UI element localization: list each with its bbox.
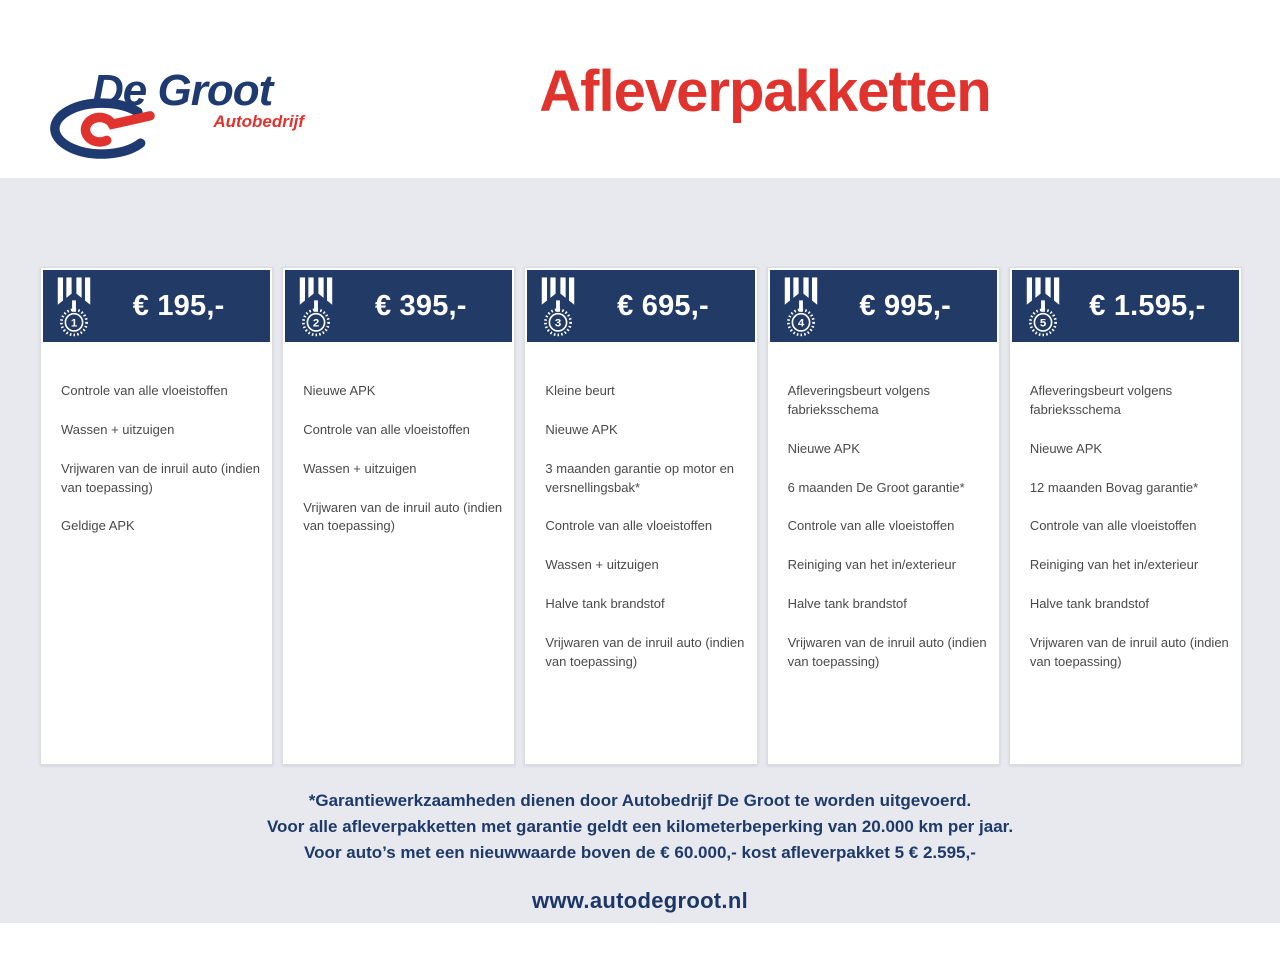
medal-number: 4 [797, 317, 804, 330]
package-item: Controle van alle vloeistoffen [61, 383, 228, 398]
footnote-line: *Garantiewerkzaamheden dienen door Autobedrijf De Groot te worden uitgevoerd. [308, 791, 972, 810]
package-item: Wassen + uitzuigen [545, 557, 659, 573]
package-item: Controle van alle vloeistoffen [787, 518, 955, 534]
page-header [0, 0, 1280, 178]
package-item: Halve tank brandstof [787, 596, 907, 612]
package-price: € 995,- [859, 289, 952, 322]
package-item: Afleveringsbeurt volgens fabrieksschema [1029, 383, 1173, 417]
package-card-header [285, 270, 512, 342]
package-item: Afleveringsbeurt volgens fabrieksschema [787, 383, 930, 417]
package-card [524, 267, 757, 765]
footnote-line: Voor auto’s met een nieuwwaarde boven de € 60.000,- kost afleverpakket 5 € 2.595,- [304, 843, 976, 862]
package-card [1009, 267, 1242, 765]
package-price: € 195,- [132, 289, 225, 322]
package-item-list [1012, 342, 1239, 672]
package-price: € 395,- [374, 289, 467, 322]
medal-icon [295, 277, 337, 339]
package-item-list [43, 342, 270, 536]
medal-number: 5 [1039, 317, 1046, 330]
package-item: Wassen + uitzuigen [61, 421, 175, 437]
package-item: Nieuwe APK [1029, 440, 1103, 456]
package-item: Nieuwe APK [787, 440, 860, 456]
package-card [767, 267, 1000, 765]
package-item: Nieuwe APK [303, 383, 376, 398]
package-price: € 1.595,- [1089, 289, 1206, 322]
logo-brand-name: De Groot [92, 66, 273, 115]
package-item: 6 maanden De Groot garantie* [787, 479, 965, 495]
package-item: Reiniging van het in/exterieur [787, 557, 956, 573]
package-item: Controle van alle vloeistoffen [1029, 518, 1197, 534]
package-item: Wassen + uitzuigen [303, 460, 417, 476]
package-card-header [43, 270, 270, 342]
package-cards [40, 267, 1242, 765]
page-title: Afleverpakketten [539, 59, 991, 124]
brand-logo [40, 66, 304, 170]
package-card-header [527, 270, 754, 342]
package-item: Vrijwaren van de inruil auto (indien van toepassing) [787, 634, 987, 669]
medal-icon [1022, 277, 1064, 339]
package-item: Geldige APK [61, 518, 135, 534]
package-item-list [770, 342, 997, 672]
medal-icon [53, 277, 95, 339]
package-item: Vrijwaren van de inruil auto (indien van toepassing) [303, 499, 503, 534]
medal-icon [537, 277, 579, 339]
content-band [0, 178, 1280, 923]
package-card-header [770, 270, 997, 342]
package-item: Kleine beurt [545, 383, 615, 398]
footnotes [0, 790, 1280, 868]
medal-icon [780, 277, 822, 339]
footnote-line: Voor alle afleverpakketten met garantie geldt een kilometerbeperking van 20.000 km per jaar. [266, 817, 1014, 836]
package-card [282, 267, 515, 765]
package-card-header [1012, 270, 1239, 342]
package-item: 3 maanden garantie op motor en versnellingsbak* [545, 460, 735, 495]
medal-number: 3 [555, 317, 562, 330]
package-card [40, 267, 273, 765]
package-item: Vrijwaren van de inruil auto (indien van toepassing) [1029, 634, 1229, 669]
package-item: Vrijwaren van de inruil auto (indien van toepassing) [545, 634, 745, 669]
package-item-list [285, 342, 512, 536]
package-item: Vrijwaren van de inruil auto (indien van toepassing) [61, 460, 260, 495]
logo-brand-subtitle: Autobedrijf [213, 112, 304, 131]
medal-number: 1 [70, 317, 78, 330]
package-item: Controle van alle vloeistoffen [303, 421, 470, 437]
package-item: Nieuwe APK [545, 421, 618, 437]
package-item: Halve tank brandstof [1029, 596, 1150, 612]
medal-number: 2 [313, 317, 320, 330]
package-item: Controle van alle vloeistoffen [545, 518, 713, 534]
website-url: www.autodegroot.nl [531, 888, 748, 913]
package-price: € 695,- [617, 289, 709, 322]
package-item: Reiniging van het in/exterieur [1029, 557, 1199, 573]
package-item: 12 maanden Bovag garantie* [1029, 479, 1199, 495]
package-item: Halve tank brandstof [545, 596, 665, 612]
package-item-list [527, 342, 754, 672]
